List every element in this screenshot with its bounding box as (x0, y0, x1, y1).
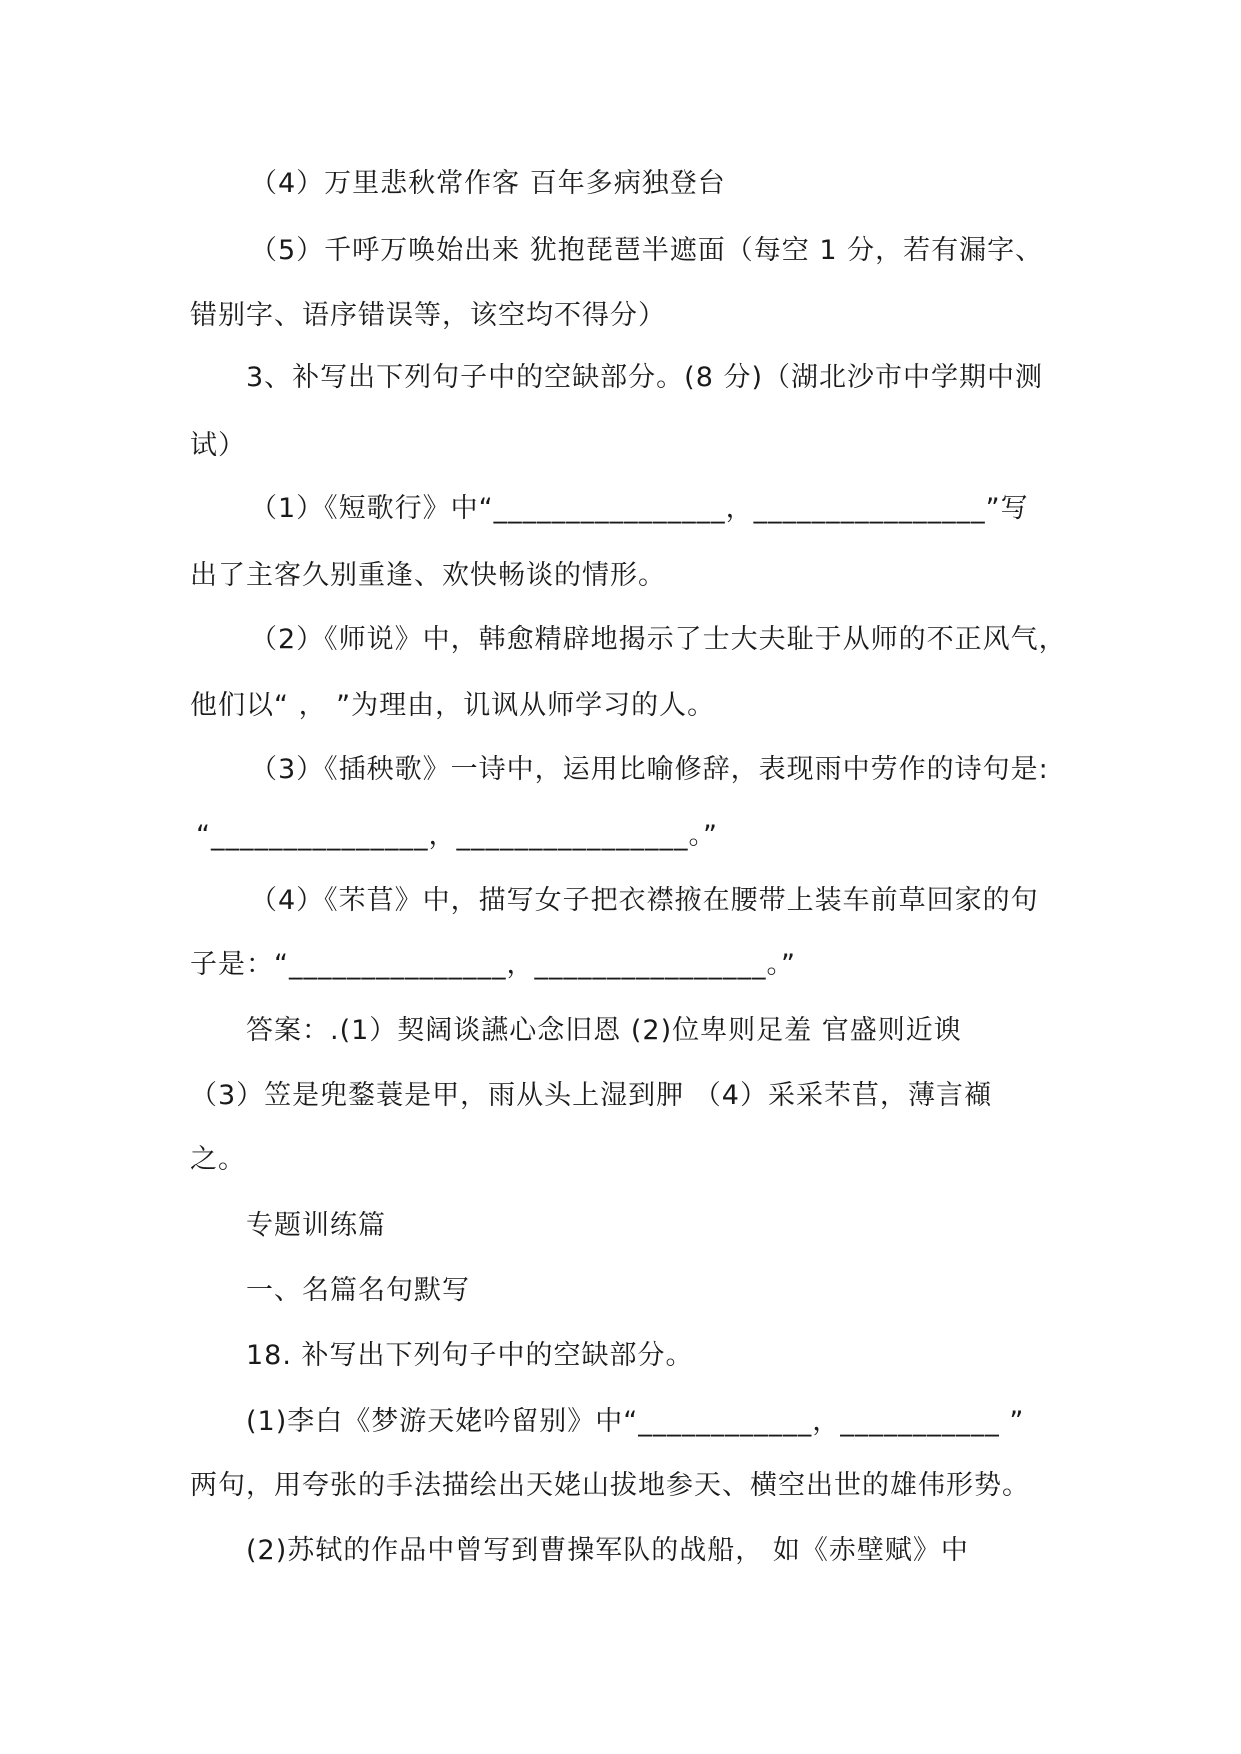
answer-line: 之。 (190, 1144, 246, 1175)
text-line: 试） (190, 430, 246, 461)
text-line: (2)苏轼的作品中曾写到曹操军队的战船， 如《赤壁赋》中 (246, 1535, 969, 1566)
text-line: （1）《短歌行》中“________________，________________”写 (250, 493, 1029, 524)
text-line: 子是：“_______________，________________。” (190, 949, 796, 980)
text-line: （4）万里悲秋常作客 百年多病独登台 (250, 168, 726, 199)
answer-line: （3）笠是兜鍪蓑是甲，雨从头上湿到胛 （4）采采芣苢，薄言襭 (190, 1080, 992, 1111)
answer-line: 答案：.(1）契阔谈讌心念旧恩 (2)位卑则足羞 官盛则近谀 (246, 1015, 962, 1046)
text-line: （2）《师说》中，韩愈精辟地揭示了士大夫耻于从师的不正风气， (250, 624, 1067, 655)
text-line: 出了主客久别重逢、欢快畅谈的情形。 (190, 560, 666, 591)
text-line: “_______________，________________。” (196, 820, 718, 851)
section-heading: 专题训练篇 (246, 1210, 386, 1241)
subsection-heading: 一、名篇名句默写 (246, 1275, 470, 1306)
text-line: （4）《芣苢》中，描写女子把衣襟掖在腰带上装车前草回家的句 (250, 885, 1039, 916)
text-line: (1)李白《梦游天姥吟留别》中“____________，___________ ” (246, 1406, 1025, 1437)
text-line: 他们以“ ， ”为理由，讥讽从师学习的人。 (190, 690, 716, 721)
text-line: 错别字、语序错误等，该空均不得分） (190, 300, 666, 331)
text-line: 两句，用夸张的手法描绘出天姥山拔地参天、横空出世的雄伟形势。 (190, 1470, 1030, 1501)
text-line: （5）千呼万唤始出来 犹抱琵琶半遮面（每空 1 分，若有漏字、 (250, 235, 1044, 266)
text-line: 3、补写出下列句子中的空缺部分。(8 分)（湖北沙市中学期中测 (246, 362, 1044, 393)
text-line: （3）《插秧歌》一诗中，运用比喻修辞，表现雨中劳作的诗句是: (250, 754, 1049, 785)
text-line: 18. 补写出下列句子中的空缺部分。 (246, 1340, 694, 1371)
